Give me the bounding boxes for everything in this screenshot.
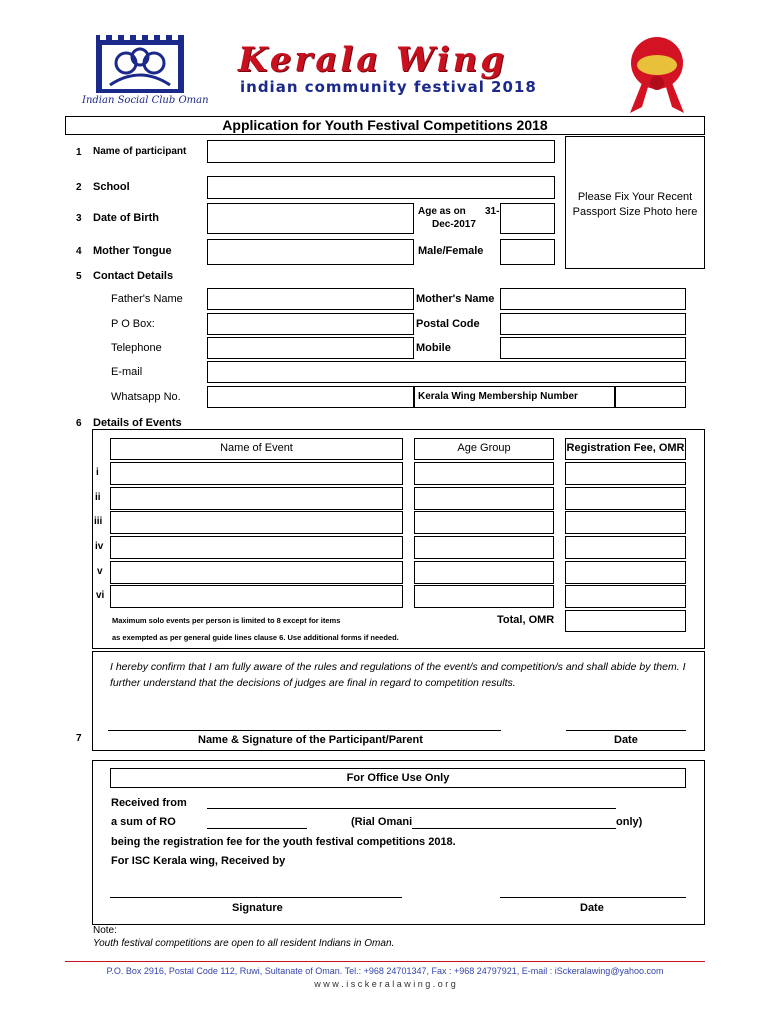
total-label: Total, OMR	[497, 614, 555, 626]
brand-subtitle: indian community festival 2018	[240, 78, 537, 96]
membership-label: Kerala Wing Membership Number	[418, 391, 578, 402]
event-age-input[interactable]	[414, 487, 554, 510]
pobox-label: P O Box:	[111, 318, 155, 330]
mother-tongue-label: Mother Tongue	[93, 245, 172, 257]
event-name-input[interactable]	[110, 511, 403, 534]
event-name-col: Name of Event	[220, 442, 293, 454]
event-age-input[interactable]	[414, 462, 554, 485]
gender-input[interactable]	[500, 239, 555, 265]
received-from-label: Received from	[111, 797, 187, 809]
event-fee-input[interactable]	[565, 462, 686, 485]
telephone-label: Telephone	[111, 342, 162, 354]
declaration-date-label: Date	[614, 734, 638, 746]
brand-title: Kerala Wing	[238, 40, 508, 80]
school-input[interactable]	[207, 176, 555, 199]
office-date-label: Date	[580, 902, 604, 914]
event-age-input[interactable]	[414, 511, 554, 534]
father-name-label: Father's Name	[111, 293, 183, 305]
age-date-label-2: Dec-2017	[432, 219, 476, 230]
dob-input[interactable]	[207, 203, 414, 234]
footer-divider	[65, 961, 705, 962]
event-row-label: ii	[95, 492, 101, 503]
mother-tongue-input[interactable]	[207, 239, 414, 265]
office-signature-label: Signature	[232, 902, 283, 914]
section-number-2: 2	[76, 182, 82, 193]
age-input[interactable]	[500, 203, 555, 234]
rial-label: (Rial Omani	[351, 816, 413, 828]
sum-label: a sum of RO	[111, 816, 176, 828]
mother-name-label: Mother's Name	[416, 293, 495, 305]
father-name-input[interactable]	[207, 288, 414, 310]
footer-website[interactable]: w w w . i s c k e r a l a w i n g . o r g	[314, 979, 456, 989]
section-number-4: 4	[76, 246, 82, 257]
isc-emblem-icon	[96, 35, 184, 97]
postal-code-input[interactable]	[500, 313, 686, 335]
declaration-text: I hereby confirm that I am fully aware of the rules and regulations of the event/s and competition/s and shall abide by them. I further understand that the decisions of judges are final in regard to competition results.	[110, 661, 686, 689]
declaration-date-line[interactable]	[566, 730, 686, 731]
section-number-3: 3	[76, 213, 82, 224]
event-row-label: i	[96, 467, 99, 478]
club-name: Indian Social Club Oman	[82, 95, 209, 106]
email-label: E-mail	[111, 366, 143, 378]
event-row-label: iii	[94, 516, 103, 527]
office-use-title: For Office Use Only	[346, 772, 450, 784]
event-row-label: vi	[96, 590, 105, 601]
event-name-input[interactable]	[110, 585, 403, 608]
form-title: Application for Youth Festival Competitions 2018	[65, 116, 705, 135]
office-signature-line[interactable]	[110, 897, 402, 898]
gender-label: Male/Female	[418, 245, 484, 257]
pobox-input[interactable]	[207, 313, 414, 335]
event-fee-input[interactable]	[565, 585, 686, 608]
participant-name-input[interactable]	[207, 140, 555, 163]
isc-logo	[96, 35, 184, 97]
only-label: only)	[616, 816, 643, 828]
membership-input[interactable]	[615, 386, 686, 408]
school-label: School	[93, 181, 130, 193]
sum-line[interactable]	[207, 828, 307, 829]
event-age-input[interactable]	[414, 585, 554, 608]
section-number-6: 6	[76, 418, 82, 429]
telephone-input[interactable]	[207, 337, 414, 359]
event-limit-note: Maximum solo events per person is limited to 8 except for items	[112, 616, 341, 625]
event-age-input[interactable]	[414, 561, 554, 584]
participant-signature-line[interactable]	[108, 730, 501, 731]
ribbon-logo	[612, 35, 702, 115]
being-label: being the registration fee for the youth festival competitions 2018.	[111, 836, 456, 848]
ribbon-emblem-icon	[612, 35, 702, 115]
event-row-label: iv	[95, 541, 104, 552]
event-row-label: v	[97, 566, 103, 577]
section-number-1: 1	[76, 147, 82, 158]
event-age-input[interactable]	[414, 536, 554, 559]
event-fee-input[interactable]	[565, 511, 686, 534]
mobile-input[interactable]	[500, 337, 686, 359]
participant-signature-label: Name & Signature of the Participant/Parent	[198, 734, 423, 746]
event-fee-input[interactable]	[565, 487, 686, 510]
event-name-input[interactable]	[110, 462, 403, 485]
footer-address: P.O. Box 2916, Postal Code 112, Ruwi, Sultanate of Oman. Tel.: +968 24701347, Fax : +968 24797921, E-mail : iSckeralawing@yahoo.com	[106, 966, 664, 976]
whatsapp-input[interactable]	[207, 386, 414, 408]
email-input[interactable]	[207, 361, 686, 383]
contact-details-label: Contact Details	[93, 270, 174, 282]
received-by-label: For ISC Kerala wing, Received by	[111, 855, 286, 867]
event-fee-input[interactable]	[565, 561, 686, 584]
age-as-on-label: Age as on	[418, 206, 466, 217]
received-from-line[interactable]	[207, 808, 616, 809]
fee-col: Registration Fee, OMR	[566, 442, 685, 454]
event-limit-note-2: as exempted as per general guide lines clause 6. Use additional forms if needed.	[112, 633, 399, 642]
age-date-label: 31-	[485, 206, 500, 217]
note-text: Youth festival competitions are open to all resident Indians in Oman.	[93, 938, 395, 949]
mother-name-input[interactable]	[500, 288, 686, 310]
office-date-line[interactable]	[500, 897, 686, 898]
section-number-7: 7	[76, 733, 82, 744]
postal-code-label: Postal Code	[416, 318, 480, 330]
participant-name-label: Name of participant	[93, 146, 187, 157]
rial-line[interactable]	[412, 828, 616, 829]
note-label: Note:	[93, 925, 117, 936]
event-fee-input[interactable]	[565, 536, 686, 559]
events-label: Details of Events	[93, 417, 182, 429]
total-input[interactable]	[565, 610, 686, 632]
section-number-5: 5	[76, 271, 82, 282]
event-name-input[interactable]	[110, 561, 403, 584]
mobile-label: Mobile	[416, 342, 451, 354]
photo-instruction: Please Fix Your Recent Passport Size Photo here	[572, 191, 698, 218]
dob-label: Date of Birth	[93, 212, 159, 224]
event-name-input[interactable]	[110, 487, 403, 510]
whatsapp-label: Whatsapp No.	[111, 391, 181, 403]
event-name-input[interactable]	[110, 536, 403, 559]
age-group-col: Age Group	[457, 442, 511, 454]
